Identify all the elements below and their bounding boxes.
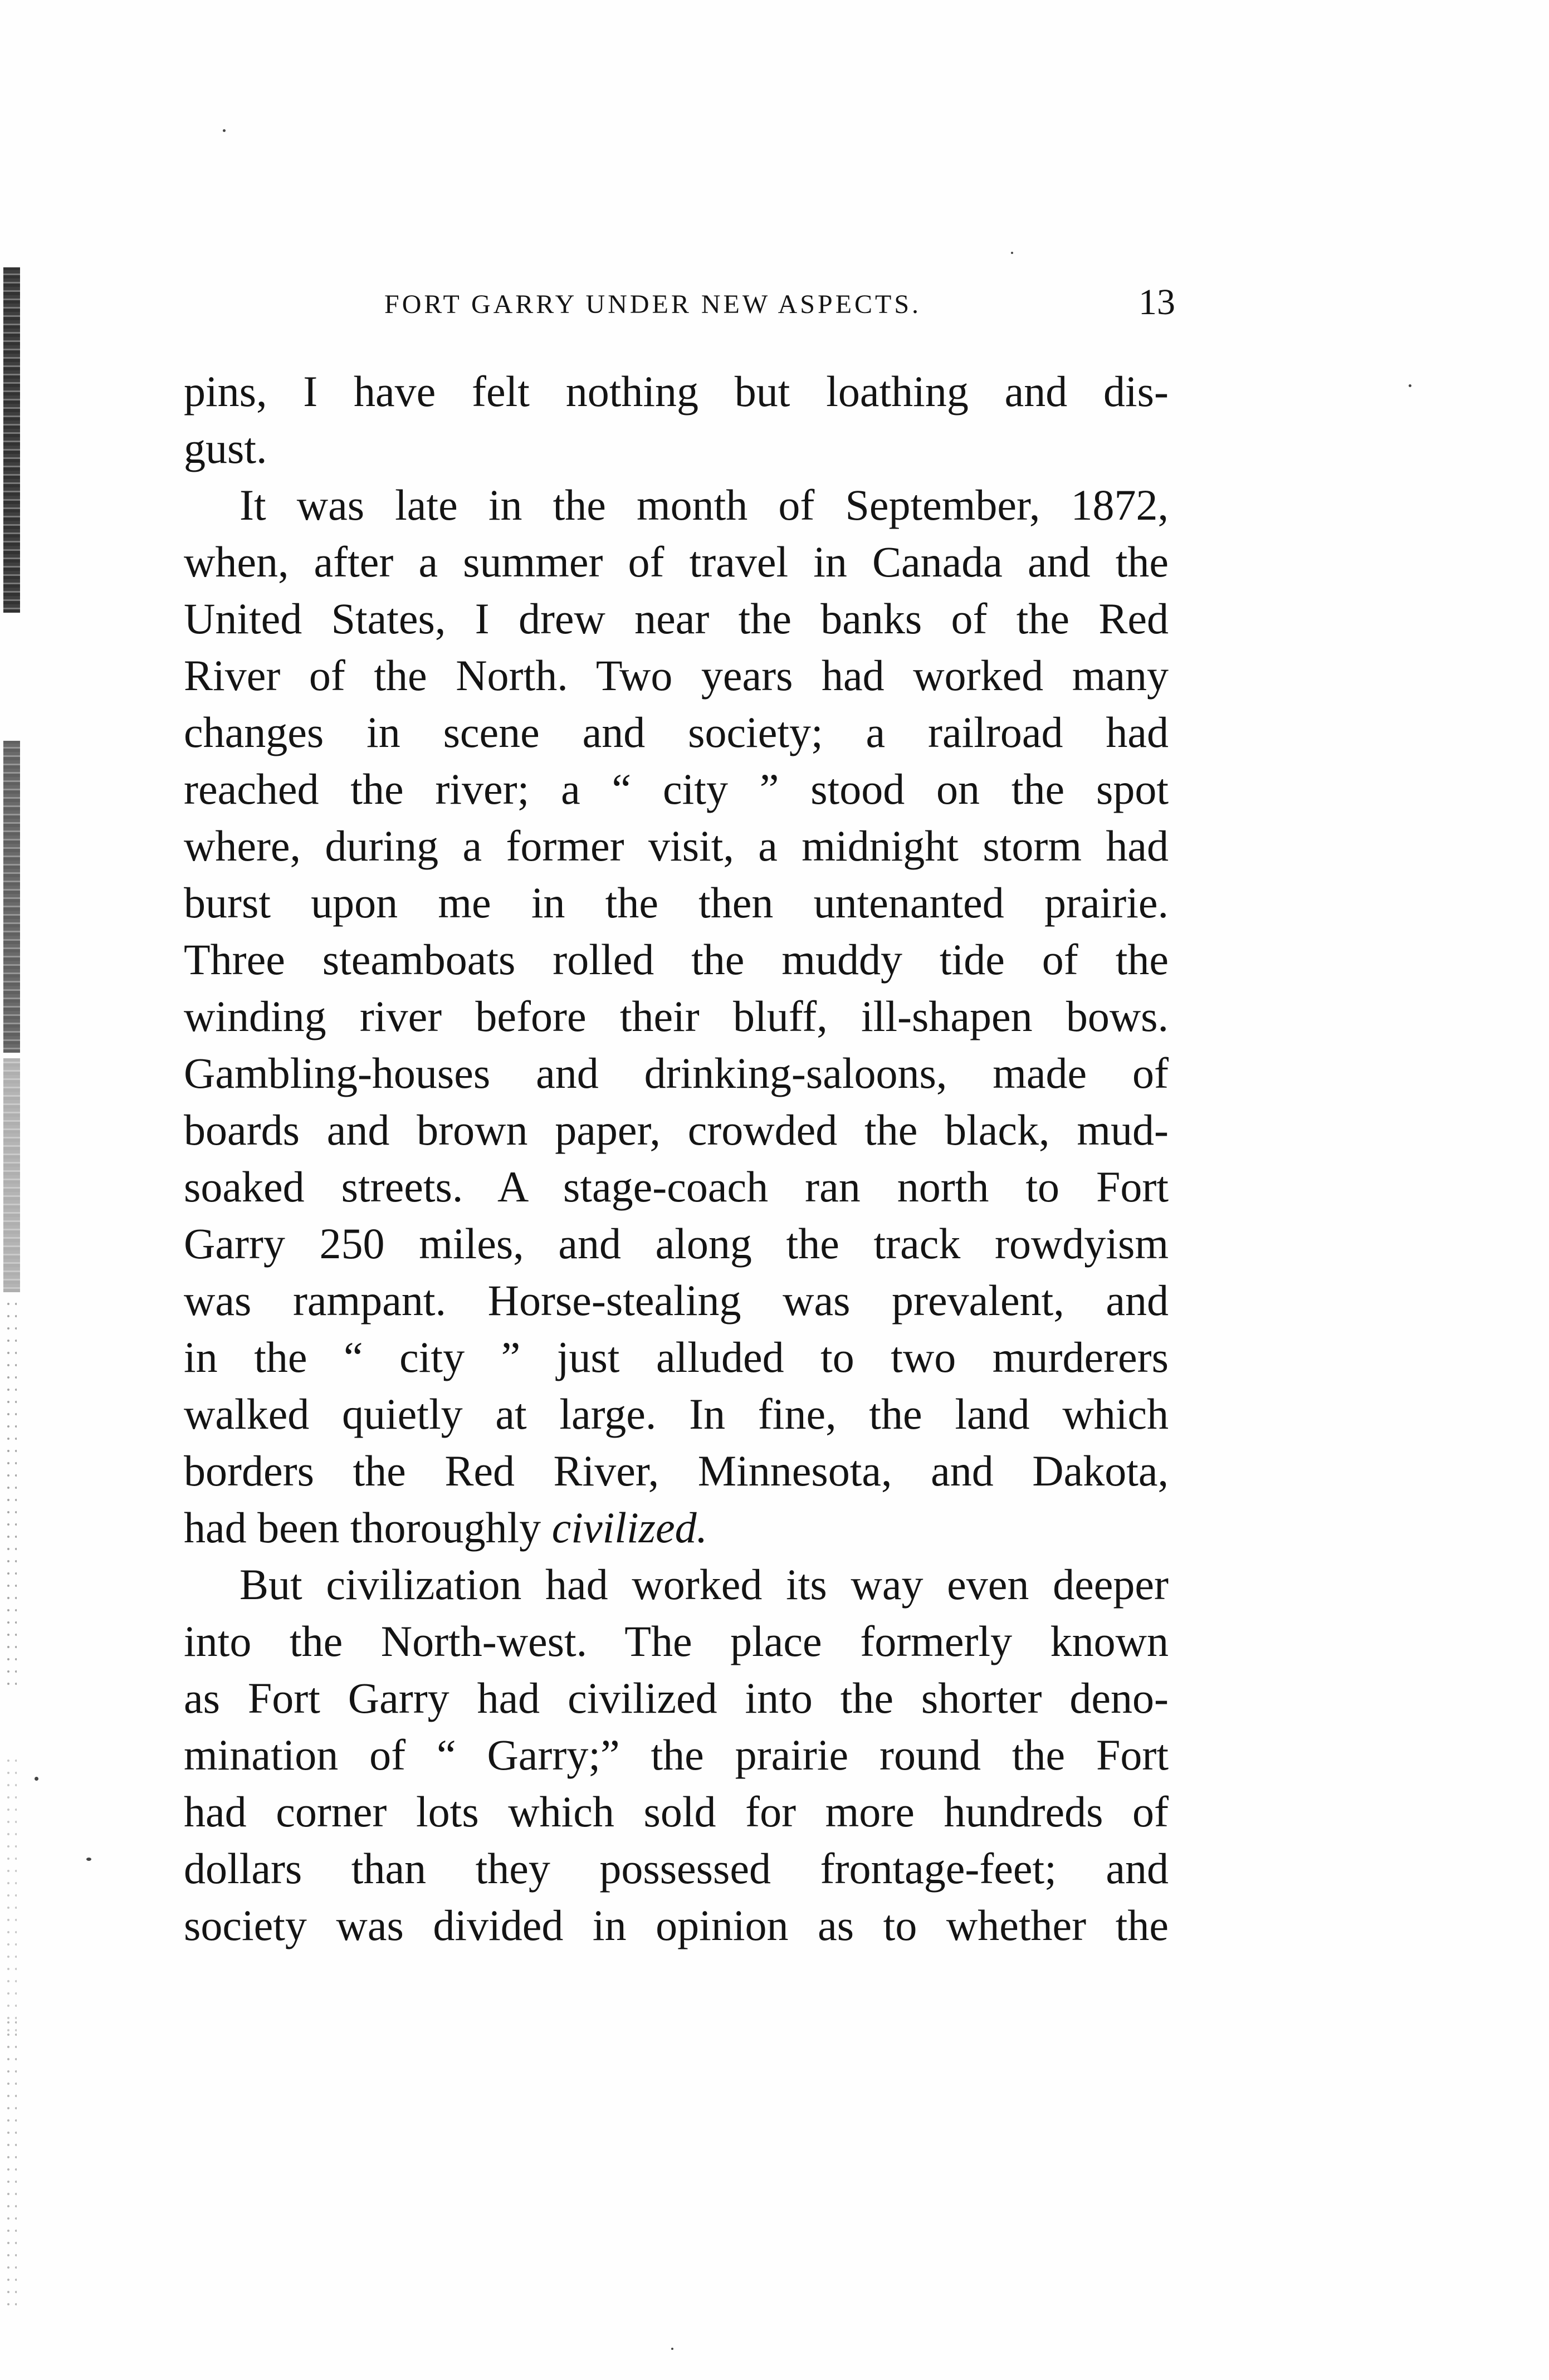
- running-title: FORT GARRY UNDER NEW ASPECTS.: [384, 290, 922, 319]
- text-line: Three steamboats rolled the muddy tide of the: [184, 935, 1169, 984]
- text-line: when, after a summer of travel in Canada and the: [184, 537, 1169, 586]
- scan-speck: [223, 129, 226, 132]
- binding-edge-noise: [4, 1298, 17, 1688]
- text-line: society was divided in opinion as to whether the: [184, 1901, 1169, 1949]
- text-line: as Fort Garry had civilized into the shorter deno-: [184, 1674, 1169, 1722]
- binding-edge-noise: [4, 1755, 17, 2033]
- paragraph-first-line: It was late in the month of September, 1872,: [240, 481, 1169, 529]
- emphasized-word: civilized.: [551, 1503, 708, 1552]
- text-line: borders the Red River, Minnesota, and Dakota,: [184, 1446, 1169, 1495]
- text-line: Gambling-houses and drinking-saloons, made of: [184, 1049, 1169, 1097]
- text-line: Garry 250 miles, and along the track rowdyism: [184, 1219, 1169, 1268]
- text-line: United States, I drew near the banks of the Red: [184, 594, 1169, 643]
- binding-edge-mark: [3, 1058, 20, 1292]
- page-number: 13: [1138, 282, 1175, 322]
- scan-speck: [1409, 384, 1411, 387]
- text-line: where, during a former visit, a midnight storm had: [184, 822, 1169, 870]
- binding-edge-mark: [3, 741, 20, 1053]
- scan-speck: [35, 1777, 38, 1781]
- text-line: in the “ city ” just alluded to two murderers: [184, 1333, 1169, 1381]
- text-line: reached the river; a “ city ” stood on the spot: [184, 765, 1169, 813]
- text-line: had corner lots which sold for more hundreds of: [184, 1787, 1169, 1836]
- binding-edge-noise: [4, 2016, 17, 2306]
- scan-speck: [671, 2348, 673, 2350]
- text-line: dollars than they possessed frontage-feet; and: [184, 1844, 1169, 1893]
- text-line: boards and brown paper, crowded the black, mud-: [184, 1106, 1169, 1154]
- paragraph-first-line: But civilization had worked its way even deeper: [240, 1560, 1169, 1609]
- text-line-plain: had been thoroughly: [184, 1503, 541, 1552]
- text-line: pins, I have felt nothing but loathing and dis-: [184, 367, 1169, 416]
- text-line: soaked streets. A stage-coach ran north to Fort: [184, 1162, 1169, 1211]
- text-line: River of the North. Two years had worked many: [184, 651, 1169, 700]
- text-line: walked quietly at large. In fine, the land which: [184, 1390, 1169, 1438]
- text-line: into the North-west. The place formerly known: [184, 1617, 1169, 1665]
- text-line: was rampant. Horse-stealing was prevalent, and: [184, 1276, 1169, 1325]
- page-header: [384, 281, 1175, 326]
- text-line: changes in scene and society; a railroad had: [184, 708, 1169, 756]
- text-line: gust.: [184, 424, 267, 472]
- text-line: mination of “ Garry;” the prairie round the Fort: [184, 1731, 1169, 1779]
- text-line: burst upon me in the then untenanted prairie.: [184, 878, 1169, 927]
- text-line-with-emphasis: [184, 1499, 1169, 1556]
- body-text: [184, 363, 1169, 1954]
- binding-edge-mark: [3, 267, 20, 613]
- text-line: winding river before their bluff, ill-shapen bows.: [184, 992, 1169, 1040]
- scan-speck: [1011, 252, 1013, 254]
- scan-speck: [86, 1858, 91, 1861]
